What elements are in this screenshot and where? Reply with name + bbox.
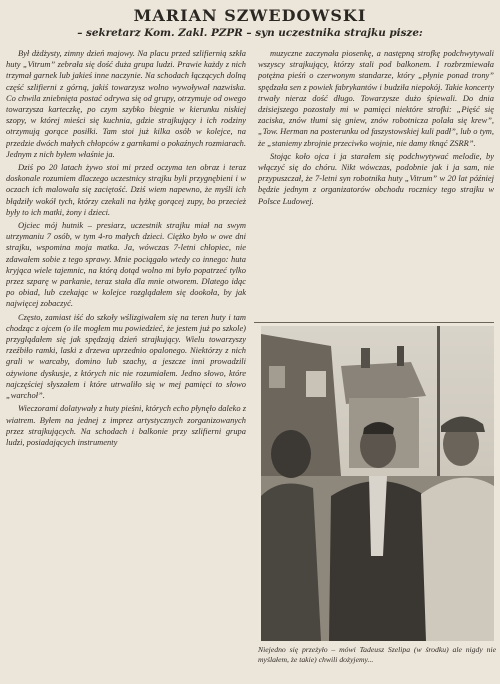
article-title: MARIAN SZWEDOWSKI bbox=[133, 6, 367, 25]
paragraph: Stojąc koło ojca i ja starałem się podchwytywać melodie, by włączyć się do chóru. Nikt wówczas, podobnie jak i ja sam, nie przypuszczał, że 7-letni syn robotnika huty „Vitrum” w 20 lat później będzie jednym z organizatorów obchodu rocznicy tego strajku w Polsce Ludowej. bbox=[258, 150, 494, 206]
right-column bbox=[258, 48, 494, 318]
paragraph: Był dżdżysty, zimny dzień majowy. Na placu przed szlifiernią szkła huty „Vitrum” zebrała się dość duża grupa ludzi. Prawie każdy z nich trzymał garnek lub jakieś inne naczynie. Na schodach łączących dolną część szlifierni z górną, jakiś towarzysz wolno wywoływał nazwiska. Co chwila zniebnięta postać odrywa się od grupy, otrzymuje od owego towarzysza karteczkę, po czym szybko biegnie w kierunku niskiej szopy, w której mieści się kuchnia, gdzie strajkujący i ich rodziny otrzymują gorące posiłki. Tam stoi już kilka osób w kolejce, na przedzie dwóch małych chłopców z garnkami o pokaźnych rozmiarach. Jednym z nich byłem właśnie ja. bbox=[6, 48, 246, 159]
paragraph: muzyczne zaczynała piosenkę, a następną strofkę podchwytywali wszyscy strajkujący, którzy stali pod balkonem. I rozbrzmiewała potężna pieśń o czerwonym standarze, który „płynie ponad trony” spędzała sen z powiek fabrykantów i budziła niepokój. Takie koncerty trwały nieraz dość długo. Towarzysze dużo śpiewali. Do dnia dzisiejszego pozostały mi w pamięci niektóre strofki: „Pięść się zaciska, znów tłumi się gniew, znów robotnicza polała się krew”, „Tow. Herman na posterunku od faszystowskiej kuli padł”, lub o tym, że „staniemy zbrojnie przeciwko wojnie, nie damy tknąć ZSRR”. bbox=[258, 48, 494, 148]
paragraph: Ojciec mój hutnik – presiarz, uczestnik strajku miał na swym utrzymaniu 7 osób, w tym 4-ro małych dzieci. Ciężko było w owe dni strajku, wspomina moja matka. Ja, wówczas 7-letni chłopiec, nie zdawałem sobie z tego sprawy. Mnie pociągało wtedy co innego: huta kryjąca wiele tajemnic, na którą dotąd wolno mi było popatrzeć tylko przez szparę w parkanie, teraz stała dla mnie otworem. Dlatego idąc po obiad, lub czekając w kolejce rozglądałem się dookoła, by jak najwięcej zobaczyć. bbox=[6, 220, 246, 309]
article-subtitle: – sekretarz Kom. Zakl. PZPR – syn uczestnika strajku pisze: bbox=[77, 27, 423, 39]
paragraph: Dziś po 20 latach żywo stoi mi przed oczyma ten obraz i teraz doskonale rozumiem dlaczego uczestnicy strajku byli przygnębieni i w oczach ich malowała się zaciętość. Dziś wiem napewno, że myśli ich błądziły wokół tych, którzy czekali na łyżkę gorącej zupy, bo przecież były to ich matki, żony i dzieci. bbox=[6, 162, 246, 217]
paragraph: Wieczorami dolatywały z huty pieśni, których echo płynęło daleko z wiatrem. Byłem na jednej z imprez artystycznych zorganizowanych przez strajkujących. Na schodach i balkonie przy szlifierni grupa ludzi, posiadających instrumenty bbox=[6, 403, 246, 447]
left-column bbox=[6, 48, 246, 680]
column-divider bbox=[254, 322, 494, 323]
photo-illustration bbox=[261, 326, 494, 641]
photo-caption: Niejedno się przeżyło – mówi Tadeusz Szelipa (w środku) ale nigdy nie myślałem, że takie) chwili dożyjemy... bbox=[258, 645, 496, 664]
paragraph: Często, zamiast iść do szkoły wślizgiwałem się na teren huty i tam chodząc z ojcem (o ile mogłem mu powiedzieć, że jestem już po szkole) przyglądałem się jak spędzają dzień strajkujący. Wielu towarzyszy rzeźbiło ramki, laski z drzewa uprzednio opalonego. Niektórzy z nich grali w warcaby, domino lub szachy, a jeszcze inni prowadzili ożywione dyskusje, z których nic nie rozumiałem. Jedno słowo, które najczęściej słyszałem i które utrwaliło się w mej pamięci to słowo „warchoł”. bbox=[6, 311, 246, 401]
photo-men-in-courtyard bbox=[261, 326, 494, 641]
